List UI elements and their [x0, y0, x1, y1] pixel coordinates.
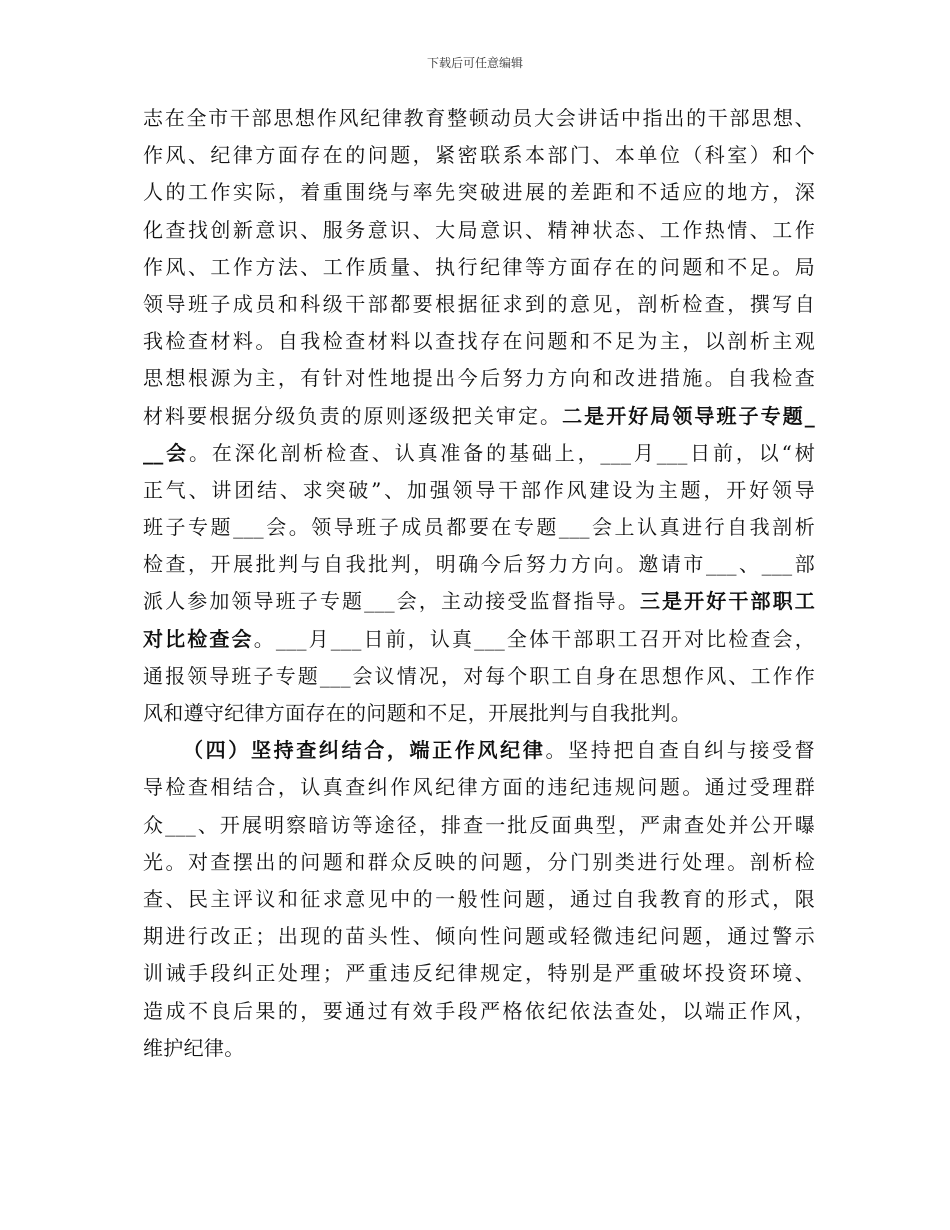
body-text: 班子专题___会。领导班子成员都要在专题___会上认真进行自我剖析 [143, 515, 815, 540]
body-text: 志在全市干部思想作风纪律教育整顿动员大会讲话中指出的干部思想、 [143, 106, 815, 130]
text-line [143, 1030, 815, 1067]
text-line [143, 881, 815, 918]
body-text: 正气、讲团结、求突破”、加强领导干部作风建设为主题，开好领导 [143, 477, 815, 502]
body-text: 思想根源为主，有针对性地提出今后努力方向和改进措施。自我检查 [143, 366, 815, 391]
body-text: 通报领导班子专题___会议情况，对每个职工自身在思想作风、工作作 [143, 663, 815, 688]
body-text: 维护纪律。 [143, 1035, 245, 1060]
body-text: 作风、工作方法、工作质量、执行纪律等方面存在的问题和不足。局 [143, 254, 815, 279]
body-text: 风和遵守纪律方面存在的问题和不足，开展批判与自我批判。 [143, 701, 692, 725]
text-line [143, 323, 815, 360]
text-line [143, 583, 815, 620]
body-text: 光。对查摆出的问题和群众反映的问题，分门别类进行处理。剖析检 [143, 849, 815, 874]
bold-text: __会 [143, 440, 190, 465]
body-text: 众___、开展明察暗访等途径，排查一批反面典型，严肃查处并公开曝 [143, 812, 815, 837]
body-text: 领导班子成员和科级干部都要根据征求到的意见，剖析检查，撰写自 [143, 291, 815, 316]
body-text: 。在深化剖析检查、认真准备的基础上，___月___日前，以“树 [189, 440, 815, 465]
body-text: 检查，开展批判与自我批判，明确今后努力方向。邀请市___、___部 [143, 552, 815, 577]
body-text: 导检查相结合，认真查纠作风纪律方面的违纪违规问题。通过受理群 [143, 775, 815, 800]
text-line [143, 472, 815, 509]
body-text: 派人参加领导班子专题___会，主动接受监督指导。 [143, 589, 640, 614]
text-line [143, 621, 815, 658]
body-text: 。___月___日前，认真___全体干部职工召开对比检查会， [253, 626, 815, 651]
text-line [143, 918, 815, 955]
text-line [143, 732, 815, 769]
text-line [143, 286, 815, 323]
text-line [143, 212, 815, 249]
document-body [143, 100, 815, 1067]
text-line [143, 955, 815, 992]
text-line [143, 435, 815, 472]
text-line [143, 509, 815, 546]
bold-text: 三是开好干部职工 [639, 589, 815, 614]
text-line [143, 769, 815, 806]
body-text: 期进行改正；出现的苗头性、倾向性问题或轻微违纪问题，通过警示 [143, 924, 815, 949]
body-text: 化查找创新意识、服务意识、大局意识、精神状态、工作热情、工作 [143, 217, 815, 242]
body-text: 造成不良后果的，要通过有效手段严格依纪依法查处，以端正作风， [143, 998, 815, 1023]
text-line [143, 658, 815, 695]
bold-text: 对比检查会 [143, 626, 254, 651]
bold-text: （四）坚持查纠结合，端正作风纪律 [183, 738, 546, 763]
body-text: 人的工作实际，着重围绕与率先突破进展的差距和不适应的地方，深 [143, 180, 815, 205]
text-line [143, 695, 815, 732]
text-line [143, 100, 815, 137]
body-text: 训诫手段纠正处理；严重违反纪律规定，特别是严重破坏投资环境、 [143, 961, 815, 986]
text-line [143, 807, 815, 844]
bold-text: 二是开好局领导班子专题_ [562, 403, 815, 428]
text-line [143, 546, 815, 583]
body-text: 。坚持把自查自纠与接受督 [545, 738, 815, 763]
body-text: 查、民主评议和征求意见中的一般性问题，通过自我教育的形式，限 [143, 886, 815, 911]
body-text: 我检查材料。自我检查材料以查找存在问题和不足为主，以剖析主观 [143, 329, 815, 354]
text-line [143, 249, 815, 286]
body-text: 材料要根据分级负责的原则逐级把关审定。 [143, 403, 563, 428]
body-text: 作风、纪律方面存在的问题，紧密联系本部门、本单位（科室）和个 [143, 143, 815, 168]
text-line [143, 398, 815, 435]
text-line [143, 360, 815, 397]
text-line [143, 174, 815, 211]
text-line [143, 844, 815, 881]
text-line [143, 137, 815, 174]
page-header: 下载后可任意编辑 [426, 56, 523, 70]
text-line [143, 993, 815, 1030]
